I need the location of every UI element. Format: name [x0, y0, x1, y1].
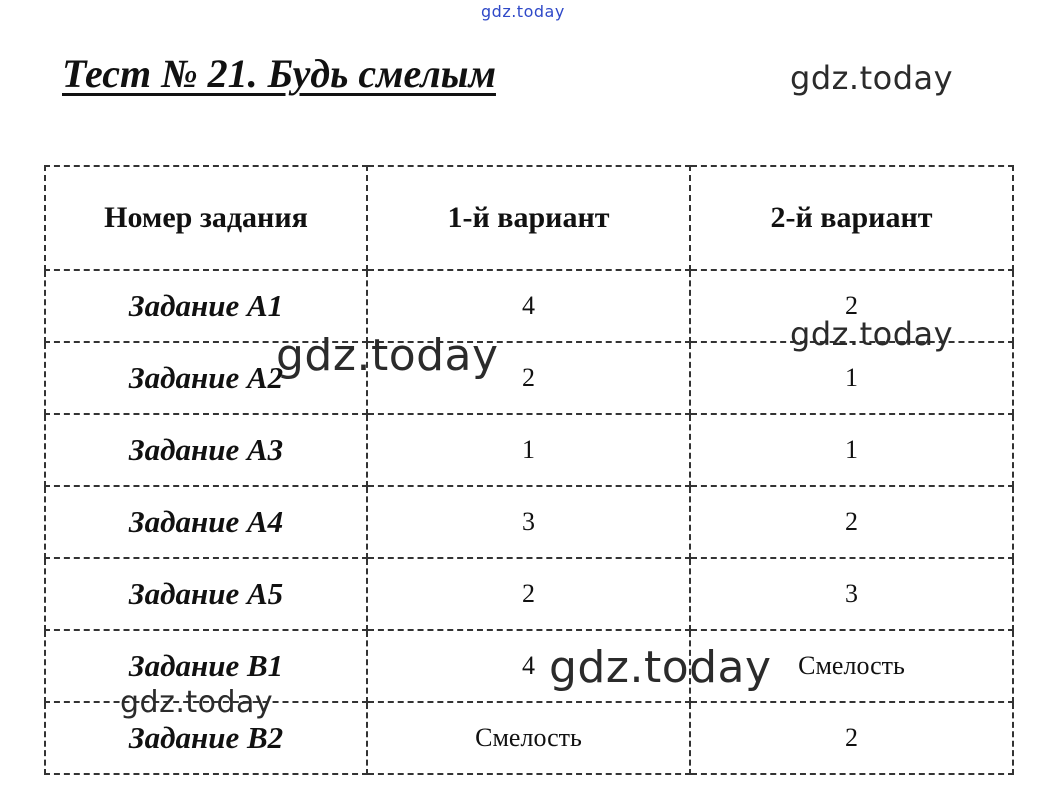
variant-2-cell: 2	[690, 270, 1013, 342]
task-cell: Задание В1	[45, 630, 367, 702]
variant-1-cell: Смелость	[367, 702, 690, 774]
task-cell: Задание А5	[45, 558, 367, 630]
variant-2-cell: 1	[690, 342, 1013, 414]
watermark-top: gdz.today	[481, 2, 565, 21]
task-cell: Задание А1	[45, 270, 367, 342]
task-cell: Задание А4	[45, 486, 367, 558]
watermark-center-lower: gdz.today	[549, 642, 772, 693]
variant-2-cell: 3	[690, 558, 1013, 630]
header-variant-2: 2-й вариант	[690, 166, 1013, 270]
table-row	[45, 414, 1013, 486]
variant-1-cell: 4	[367, 630, 690, 702]
task-cell: Задание А3	[45, 414, 367, 486]
task-cell: Задание А2	[45, 342, 367, 414]
header-variant-1: 1-й вариант	[367, 166, 690, 270]
header-task-number: Номер задания	[45, 166, 367, 270]
table-row	[45, 486, 1013, 558]
page-title: Тест № 21. Будь смелым	[62, 51, 496, 96]
watermark-left-lower: gdz.today	[120, 685, 274, 720]
watermark-right-title: gdz.today	[790, 59, 954, 97]
variant-2-cell: 2	[690, 702, 1013, 774]
variant-1-cell: 4	[367, 270, 690, 342]
watermark-right-upper: gdz.today	[790, 315, 954, 353]
variant-1-cell: 2	[367, 558, 690, 630]
variant-2-cell: 1	[690, 414, 1013, 486]
table-header-row	[45, 166, 1013, 270]
table-row	[45, 558, 1013, 630]
variant-2-cell: Смелость	[690, 630, 1013, 702]
watermark-center-upper: gdz.today	[276, 330, 499, 381]
variant-2-cell: 2	[690, 486, 1013, 558]
variant-1-cell: 3	[367, 486, 690, 558]
task-cell: Задание В2	[45, 702, 367, 774]
variant-1-cell: 2	[367, 342, 690, 414]
answers-table	[44, 165, 1014, 775]
variant-1-cell: 1	[367, 414, 690, 486]
